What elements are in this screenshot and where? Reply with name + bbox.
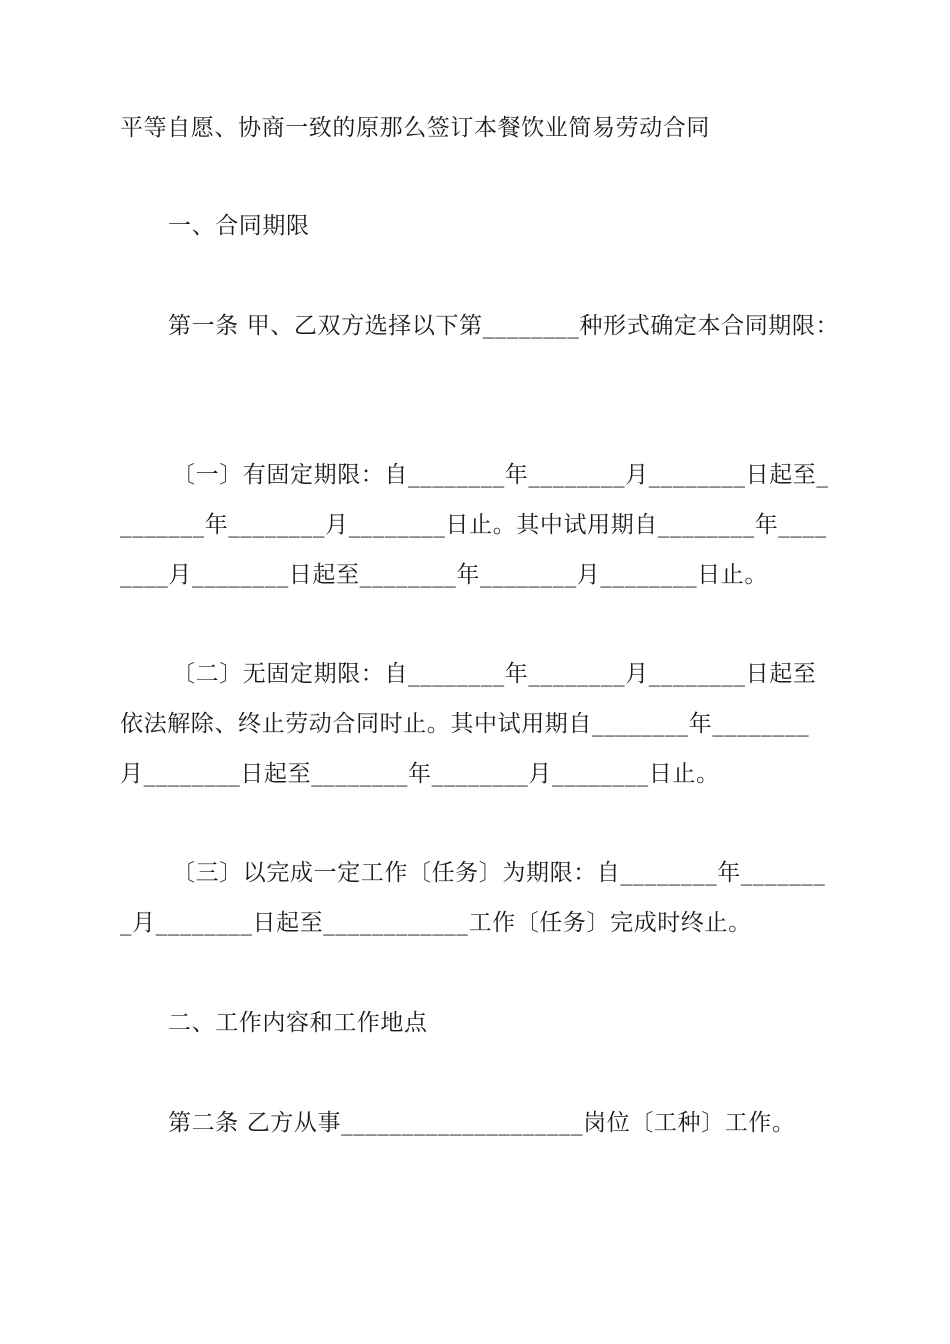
- section1-heading: 一、合同期限: [168, 213, 310, 239]
- intro-paragraph: 平等自愿、协商一致的原那么签订本餐饮业简易劳动合同: [120, 115, 710, 141]
- fixed-term-line-2: _______年________月________日止。其中试用期自________年____: [120, 512, 827, 538]
- article1-text: 第一条 甲、乙双方选择以下第________种形式确定本合同期限：: [168, 313, 840, 339]
- open-term-line-3: 月________日起至________年________月________日止。: [120, 761, 720, 787]
- section2-heading: 二、工作内容和工作地点: [168, 1010, 428, 1036]
- open-term-line-1: 〔二〕无固定期限：自________年________月________日起至: [172, 661, 817, 687]
- article2-text: 第二条 乙方从事____________________岗位〔工种〕工作。: [168, 1110, 796, 1136]
- task-term-line-2: _月________日起至____________工作〔任务〕完成时终止。: [120, 910, 752, 936]
- fixed-term-line-3: ____月________日起至________年________月________日止。: [120, 562, 768, 588]
- task-term-line-1: 〔三〕以完成一定工作〔任务〕为期限：自________年_______: [172, 860, 826, 886]
- fixed-term-line-1: 〔一〕有固定期限：自________年________月________日起至_: [172, 462, 829, 488]
- open-term-line-2: 依法解除、终止劳动合同时止。其中试用期自________年________: [120, 711, 810, 737]
